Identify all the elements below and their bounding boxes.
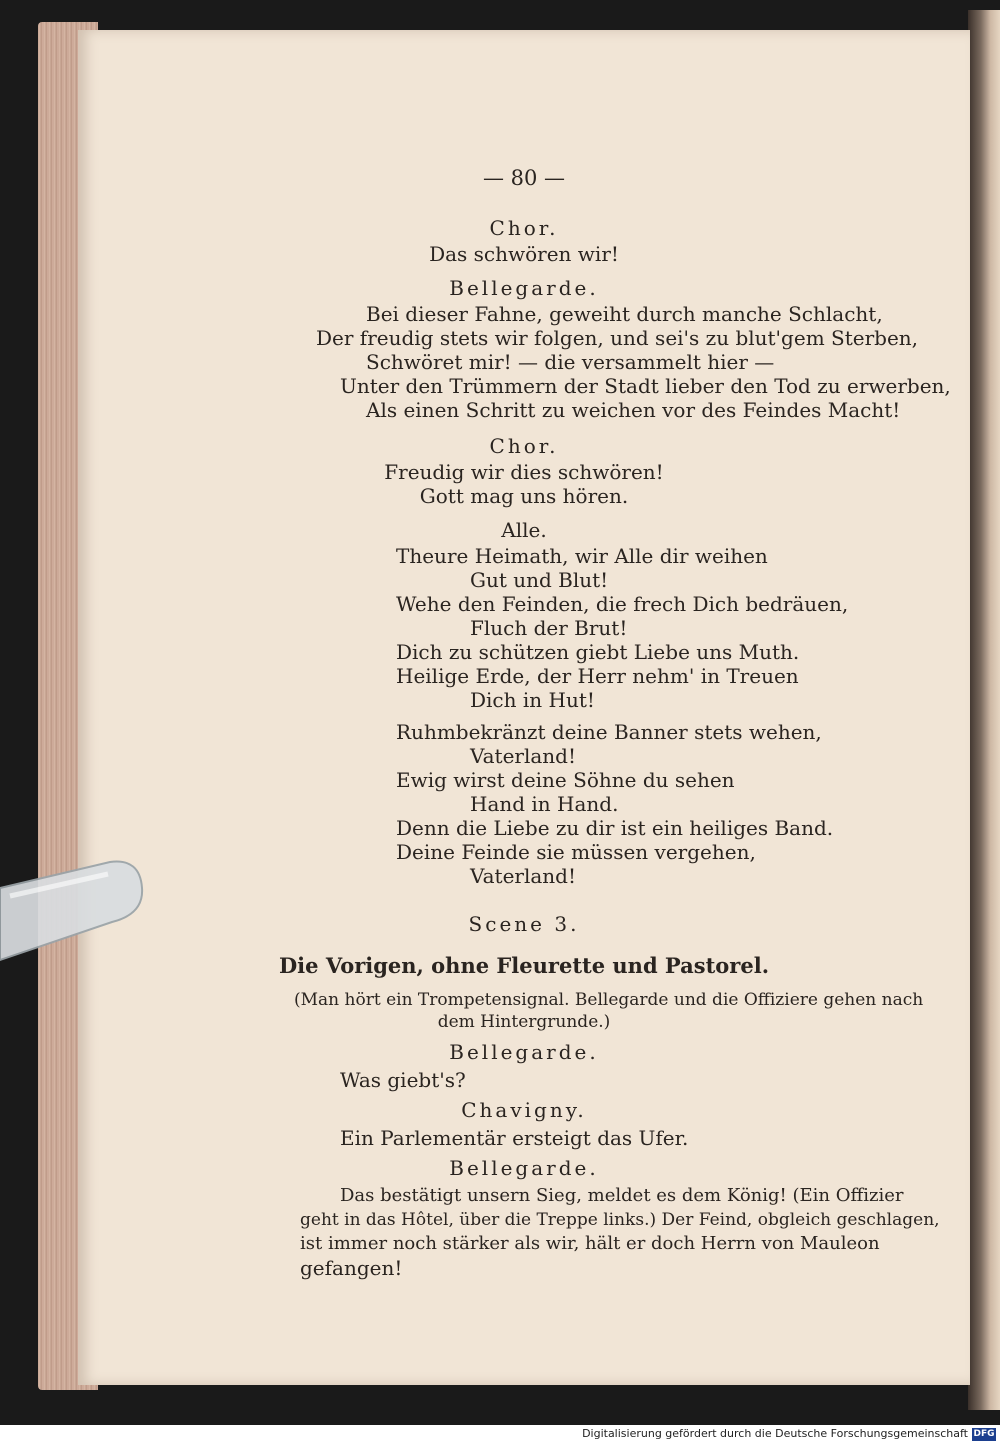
page-number: — 80 —	[482, 166, 566, 190]
verse-line: Heilige Erde, der Herr nehm' in Treuen	[396, 664, 799, 688]
prose-line: Das bestätigt unsern Sieg, meldet es dem König! (Ein Offizier	[340, 1185, 904, 1206]
verse-line: Ewig wirst deine Söhne du sehen	[396, 768, 735, 792]
speaker-chor: Chor.	[489, 216, 559, 240]
scene-cast: Die Vorigen, ohne Fleurette und Pastorel.	[278, 953, 770, 978]
speaker-bellegarde-2: Bellegarde.	[449, 1040, 599, 1064]
dialogue-line: Was giebt's?	[340, 1068, 466, 1092]
dialogue-line: Ein Parlementär ersteigt das Ufer.	[340, 1126, 689, 1150]
book-page	[78, 30, 970, 1385]
footer-credit: Digitalisierung gefördert durch die Deutsche Forschungsgemeinschaft	[582, 1427, 968, 1440]
verse-line: Theure Heimath, wir Alle dir weihen	[396, 544, 768, 568]
chor-line: Das schwören wir!	[429, 242, 619, 266]
prose-line: ist immer noch stärker als wir, hält er doch Herrn von Mauleon	[300, 1233, 880, 1254]
chor-line: Freudig wir dies schwören!	[384, 460, 664, 484]
verse-line: Ruhmbekränzt deine Banner stets wehen,	[396, 720, 822, 744]
verse-line: Fluch der Brut!	[470, 616, 628, 640]
dfg-logo: DFG	[973, 1429, 995, 1439]
verse-line: Vaterland!	[470, 744, 577, 768]
prose-line: gefangen!	[300, 1256, 403, 1280]
scene-title: Scene 3.	[468, 912, 580, 936]
verse-line: Dich in Hut!	[470, 688, 595, 712]
prose-line: geht in das Hôtel, über die Treppe links.) Der Feind, obgleich geschlagen,	[300, 1210, 940, 1230]
verse-line: Denn die Liebe zu dir ist ein heiliges Band.	[396, 816, 834, 840]
stage-direction: dem Hintergrunde.)	[437, 1012, 611, 1032]
verse-line: Deine Feinde sie müssen vergehen,	[396, 840, 756, 864]
speaker-bellegarde: Bellegarde.	[449, 276, 599, 300]
verse-line: Der freudig stets wir folgen, und sei's zu blut'gem Sterben,	[316, 326, 919, 350]
verse-line: Als einen Schritt zu weichen vor des Feindes Macht!	[366, 398, 901, 422]
verse-line: Unter den Trümmern der Stadt lieber den Tod zu erwerben,	[340, 374, 951, 398]
speaker-chor-2: Chor.	[489, 434, 559, 458]
verse-line: Wehe den Feinden, die frech Dich bedräuen,	[396, 592, 849, 616]
footer-bar	[0, 1425, 1000, 1445]
speaker-alle: Alle.	[501, 518, 547, 542]
verse-line: Bei dieser Fahne, geweiht durch manche Schlacht,	[366, 302, 883, 326]
stage-direction: (Man hört ein Trompetensignal. Bellegarde und die Offiziere gehen nach	[294, 990, 924, 1010]
verse-line: Schwöret mir! — die versammelt hier —	[366, 350, 775, 374]
verse-line: Hand in Hand.	[470, 792, 619, 816]
verse-line: Gut und Blut!	[470, 568, 609, 592]
speaker-chavigny: Chavigny.	[461, 1098, 587, 1122]
verse-line: Vaterland!	[470, 864, 577, 888]
verse-line: Dich zu schützen giebt Liebe uns Muth.	[396, 640, 800, 664]
speaker-bellegarde-3: Bellegarde.	[449, 1156, 599, 1180]
chor-line: Gott mag uns hören.	[419, 484, 629, 508]
book-spine	[968, 10, 1000, 1410]
